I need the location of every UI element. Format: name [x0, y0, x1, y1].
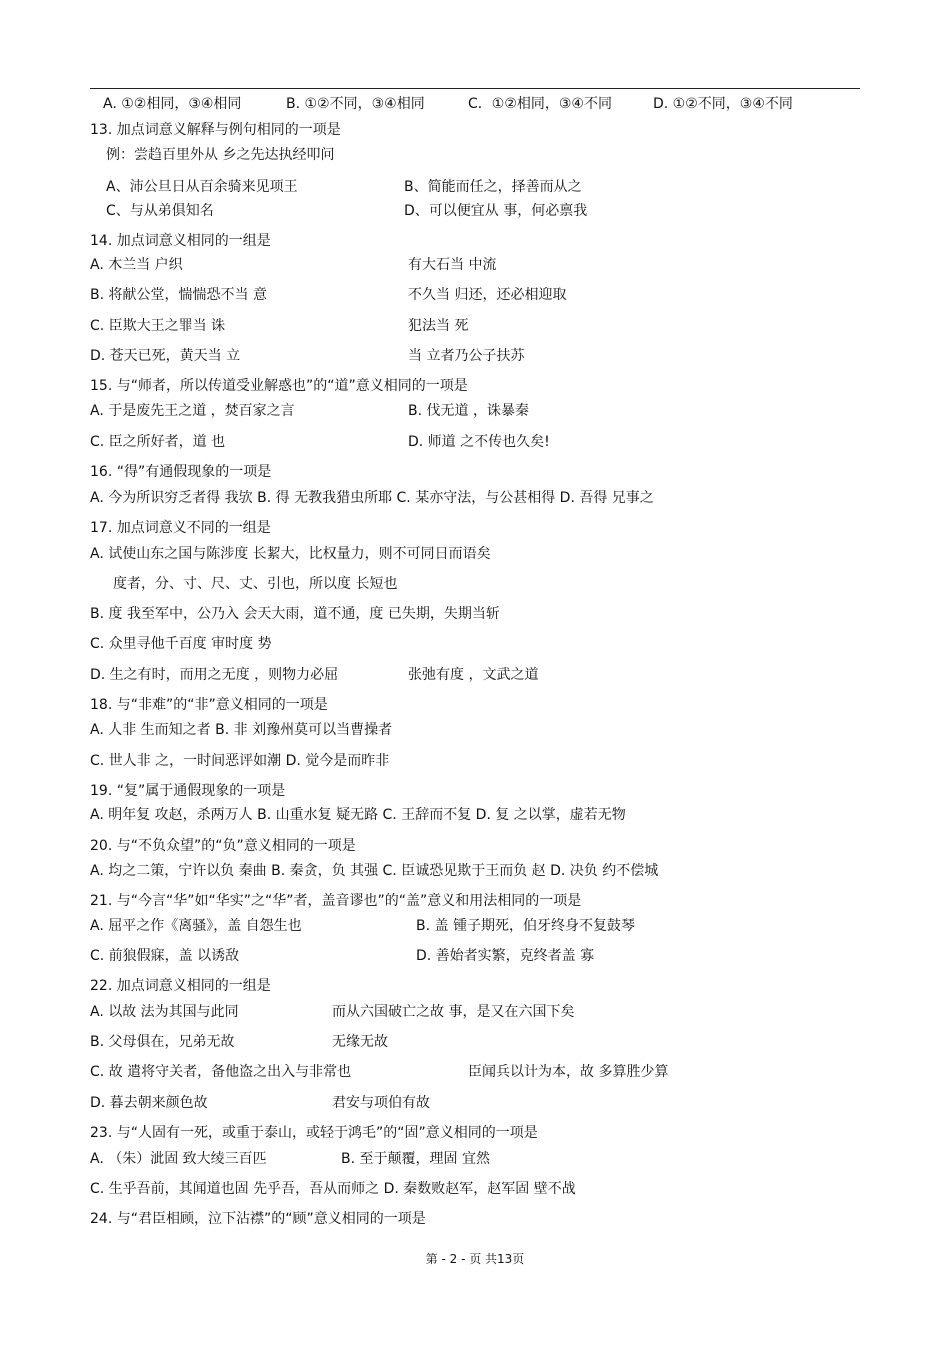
q22-option-c-right: 臣闻兵以计为本，故 多算胜少算 [468, 1064, 669, 1080]
q15-option-c: C. 臣之所好者，道 也 [90, 434, 226, 450]
q13-example: 例：尝趋百里外从 乡之先达执经叩问 [106, 147, 335, 163]
q18-stem: 18. 与“非难”的“非”意义相同的一项是 [90, 697, 328, 713]
q24-stem: 24. 与“君臣相顾，泣下沾襟”的“顾”意义相同的一项是 [90, 1211, 426, 1227]
q16-options: A. 今为所识穷乏者得 我欤 B. 得 无教我猎虫所耶 C. 某亦守法，与公甚相得 D. 吾得 兄事之 [90, 490, 654, 506]
q21-option-c: C. 前狼假寐，盖 以诱敌 [90, 948, 240, 964]
q22-option-d-left: D. 暮去朝来颜色故 [90, 1095, 208, 1111]
q22-option-c-left: C. 故 遣将守关者，备他盗之出入与非常也 [90, 1064, 352, 1080]
q13-stem: 13. 加点词意义解释与例句相同的一项是 [90, 122, 341, 138]
q22-option-d-right: 君安与项伯有故 [332, 1095, 430, 1111]
q19-stem: 19. “复”属于通假现象的一项是 [90, 783, 286, 799]
q21-option-d: D. 善始者实繁，克终者盖 寡 [416, 948, 595, 964]
q17-option-d-left: D. 生之有时，而用之无度 ，则物力必屈 [90, 667, 339, 683]
q14-option-d-right: 当 立者乃公子扶苏 [408, 348, 525, 364]
q21-stem: 21. 与“今言“华”如“华实”之“华”者，盖音谬也”的“盖”意义和用法相同的一项是 [90, 893, 582, 909]
q22-option-b-right: 无缘无故 [332, 1034, 388, 1050]
q23-stem: 23. 与“人固有一死，或重于泰山，或轻于鸿毛”的“固”意义相同的一项是 [90, 1125, 538, 1141]
q14-option-a-right: 有大石当 中流 [408, 257, 497, 273]
q15-option-a: A. 于是废先王之道 ，焚百家之言 [90, 403, 295, 419]
q17-option-a-line2: 度者，分、寸、尺、丈、引也，所以度 长短也 [113, 576, 398, 592]
q19-options: A. 明年复 攻赵，杀两万人 B. 山重水复 疑无路 C. 王辞而不复 D. 复 之以掌，虚若无物 [90, 807, 626, 823]
q14-option-c-left: C. 臣欺大王之罪当 诛 [90, 318, 226, 334]
q20-stem: 20. 与“不负众望”的“负”意义相同的一项是 [90, 838, 356, 854]
q18-options-ab: A. 人非 生而知之者 B. 非 刘豫州莫可以当曹操者 [90, 722, 393, 738]
q14-option-c-right: 犯法当 死 [408, 318, 469, 334]
q14-option-b-left: B. 将献公堂，惴惴恐不当 意 [90, 287, 267, 303]
q14-option-d-left: D. 苍天已死，黄天当 立 [90, 348, 241, 364]
q17-option-d-right: 张弛有度 ，文武之道 [408, 667, 539, 683]
q14-stem: 14. 加点词意义相同的一组是 [90, 233, 271, 249]
q12-option-a: A. ①②相同，③④相同 [103, 96, 242, 112]
q14-option-b-right: 不久当 归还，还必相迎取 [408, 287, 567, 303]
q13-option-b: B、简能而任之，择善而从之 [404, 179, 582, 195]
q12-option-b: B. ①②不同，③④相同 [286, 96, 425, 112]
q15-stem: 15. 与“师者，所以传道受业解惑也”的“道”意义相同的一项是 [90, 378, 468, 394]
q22-option-a-right: 而从六国破亡之故 事，是又在六国下矣 [332, 1004, 575, 1020]
q13-option-d: D、可以便宜从 事，何必禀我 [404, 203, 588, 219]
q23-options-cd: C. 生乎吾前，其闻道也固 先乎吾，吾从而师之 D. 秦数败赵军，赵军固 壁不战 [90, 1181, 576, 1197]
q17-stem: 17. 加点词意义不同的一组是 [90, 520, 271, 536]
q12-option-d: D. ①②不同，③④不同 [653, 96, 793, 112]
q12-option-c: C．①②相同，③④不同 [468, 96, 612, 112]
q23-option-b: B. 至于颠覆，理固 宜然 [341, 1151, 490, 1167]
q15-option-d: D. 师道 之不传也久矣! [408, 434, 550, 450]
q22-stem: 22. 加点词意义相同的一组是 [90, 978, 271, 994]
q17-option-c: C. 众里寻他千百度 审时度 势 [90, 636, 272, 652]
q17-option-a-line1: A. 试使山东之国与陈涉度 长絜大，比权量力，则不可同日而语矣 [90, 546, 491, 562]
q14-option-a-left: A. 木兰当 户织 [90, 257, 183, 273]
header-rule [90, 88, 860, 89]
q22-option-b-left: B. 父母俱在，兄弟无故 [90, 1034, 235, 1050]
q13-option-c: C、与从弟俱知名 [106, 203, 214, 219]
page-number-footer: 第 - 2 - 页 共13页 [425, 1252, 525, 1266]
q13-option-a: A、沛公旦日从百余骑来见项王 [106, 179, 298, 195]
q15-option-b: B. 伐无道 ，诛暴秦 [408, 403, 529, 419]
q21-option-a: A. 屈平之作《离骚》，盖 自怨生也 [90, 918, 302, 934]
q18-options-cd: C. 世人非 之，一时间恶评如潮 D. 觉今是而昨非 [90, 753, 390, 769]
q21-option-b: B. 盖 锺子期死，伯牙终身不复鼓琴 [416, 918, 635, 934]
q17-option-b: B. 度 我至军中，公乃入 会天大雨，道不通，度 已失期，失期当斩 [90, 606, 500, 622]
q16-stem: 16. “得”有通假现象的一项是 [90, 464, 272, 480]
q20-options: A. 均之二策，宁许以负 秦曲 B. 秦贪，负 其强 C. 臣诚恐见欺于王而负 赵 D. 决负 约不偿城 [90, 863, 659, 879]
q22-option-a-left: A. 以故 法为其国与此同 [90, 1004, 239, 1020]
q23-option-a: A. （朱）泚固 致大绫三百匹 [90, 1151, 267, 1167]
